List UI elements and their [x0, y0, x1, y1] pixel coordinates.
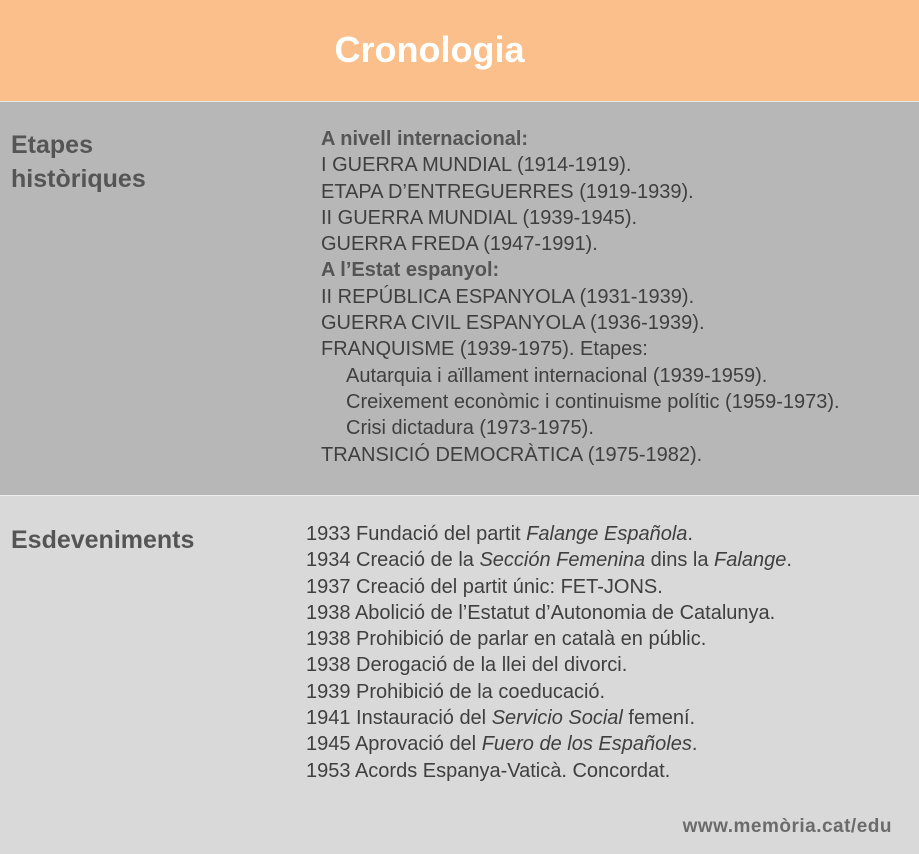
list-item: II GUERRA MUNDIAL (1939-1945).	[321, 206, 638, 229]
list-subitem: Autarquia i aïllament internacional (1939-1959).	[346, 364, 768, 387]
list-item: GUERRA FREDA (1947-1991).	[321, 233, 598, 256]
section-etapes-historiques	[0, 102, 919, 496]
list-item: I GUERRA MUNDIAL (1914-1919).	[321, 154, 632, 177]
events-list	[306, 521, 792, 784]
section-title-line-2: històriques	[11, 165, 146, 193]
event-item: 1937 Creació del partit únic: FET-JONS.	[306, 575, 663, 598]
list-item: FRANQUISME (1939-1975). Etapes:	[321, 338, 648, 361]
list-item: ETAPA D’ENTREGUERRES (1919-1939).	[321, 180, 694, 203]
list-item: II REPÚBLICA ESPANYOLA (1931-1939).	[321, 285, 695, 308]
list-item: TRANSICIÓ DEMOCRÀTICA (1975-1982).	[321, 443, 703, 466]
header-banner	[0, 0, 919, 102]
event-item: 1934 Creació de la Sección Femenina dins la Falange.	[306, 549, 792, 572]
etapes-list	[321, 126, 840, 468]
list-subitem: Creixement econòmic i continuisme polític (1959-1973).	[346, 390, 840, 413]
list-item: GUERRA CIVIL ESPANYOLA (1936-1939).	[321, 312, 705, 335]
event-item: 1945 Aprovació del Fuero de los Españoles.	[306, 733, 698, 756]
international-heading: A nivell internacional:	[321, 128, 529, 150]
spain-heading: A l’Estat espanyol:	[321, 259, 500, 282]
section-title-esdeveniments: Esdeveniments	[11, 526, 195, 554]
event-item: 1941 Instauració del Servicio Social femení.	[306, 707, 696, 730]
section-title-line-1: Etapes	[11, 131, 93, 159]
event-item: 1933 Fundació del partit Falange Española.	[306, 523, 693, 545]
event-item: 1938 Derogació de la llei del divorci.	[306, 654, 628, 677]
footer-url: www.memòria.cat/edu	[682, 816, 892, 837]
section-esdeveniments	[0, 496, 919, 854]
event-item: 1938 Prohibició de parlar en català en públic.	[306, 628, 707, 651]
event-item: 1939 Prohibició de la coeducació.	[306, 680, 606, 703]
list-subitem: Crisi dictadura (1973-1975).	[346, 417, 594, 440]
section-title-etapes	[11, 128, 146, 196]
event-item: 1938 Abolició de l’Estatut d’Autonomia de Catalunya.	[306, 601, 776, 624]
page-title: Cronologia	[334, 29, 525, 70]
event-item: 1953 Acords Espanya-Vaticà. Concordat.	[306, 759, 671, 782]
